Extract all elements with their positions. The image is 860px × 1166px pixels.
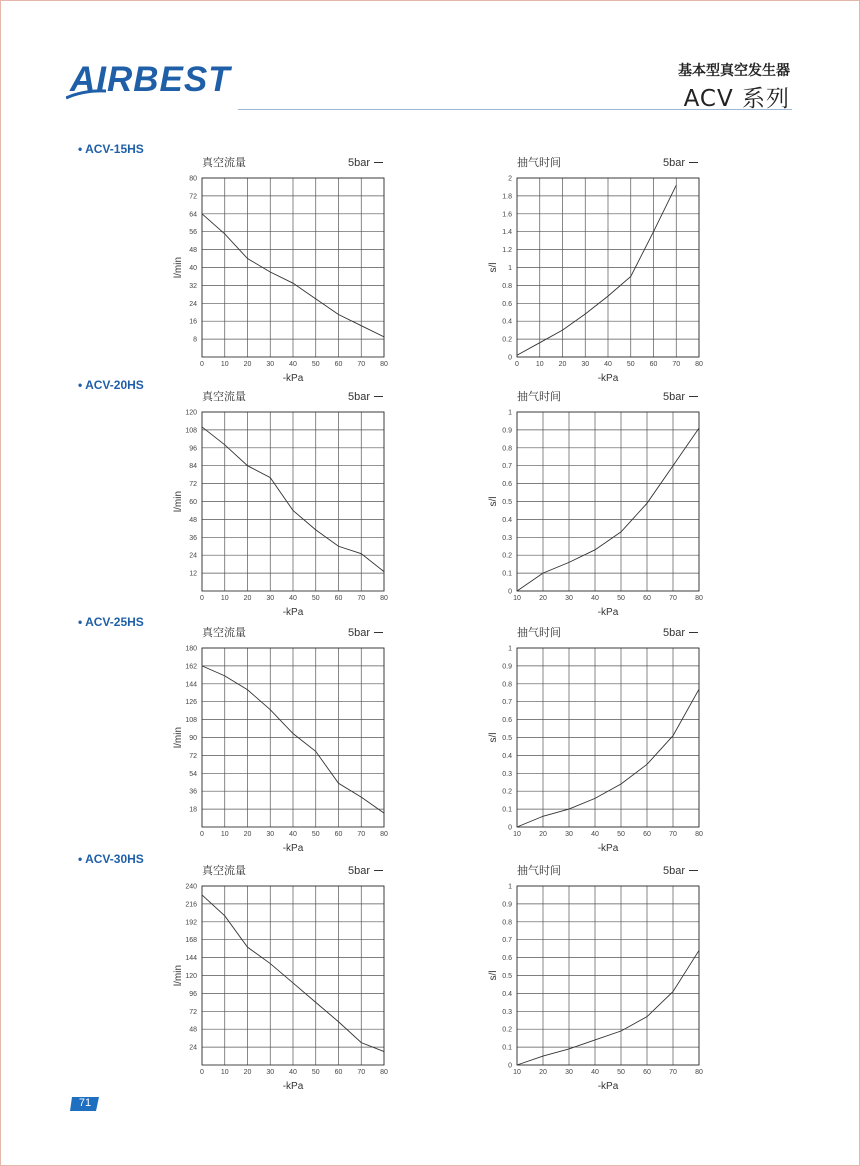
series-line-5bar (517, 428, 699, 591)
y-tick-label: 16 (189, 318, 197, 326)
chart-title: 抽气时间 (517, 626, 561, 639)
y-tick-label: 12 (189, 570, 197, 578)
y-tick-label: 0.8 (502, 445, 512, 453)
y-tick-label: 0 (508, 824, 512, 832)
x-tick-label: 50 (311, 831, 320, 838)
model-name: ACV-25HS (85, 615, 144, 629)
x-tick-label: 70 (669, 595, 677, 602)
x-tick-label: 30 (565, 1069, 573, 1076)
x-tick-label: 70 (357, 361, 366, 368)
y-tick-label: 0.7 (502, 937, 512, 945)
series-line-5bar (517, 185, 676, 355)
y-tick-label: 0.4 (502, 752, 512, 760)
y-tick-label: 96 (189, 445, 197, 453)
x-tick-label: 0 (200, 595, 204, 602)
chart-vacuum-flow-acv20 (170, 382, 400, 622)
y-tick-label: 126 (185, 699, 197, 707)
x-tick-label: 20 (539, 595, 547, 602)
y-tick-label: 1 (508, 409, 512, 417)
section-model-label: • ACV-20HS (78, 378, 144, 392)
y-tick-label: 72 (189, 481, 197, 489)
y-tick-label: 1 (508, 883, 512, 891)
x-tick-label: 30 (266, 361, 275, 368)
y-tick-label: 48 (189, 516, 197, 524)
x-tick-label: 20 (243, 831, 252, 838)
y-tick-label: 60 (189, 499, 197, 506)
x-tick-label: 50 (311, 595, 320, 602)
y-tick-label: 0.4 (502, 516, 512, 524)
x-axis-label: -kPa (597, 843, 619, 854)
x-tick-label: 20 (558, 361, 567, 368)
x-tick-label: 70 (357, 595, 366, 602)
header-title: ACV 系列 (683, 86, 790, 112)
header-divider (238, 109, 792, 110)
x-tick-label: 80 (695, 831, 703, 838)
legend-label: 5bar (663, 627, 686, 639)
x-tick-label: 20 (243, 595, 252, 602)
legend-label: 5bar (663, 157, 686, 169)
y-tick-label: 24 (189, 552, 197, 560)
y-tick-label: 24 (189, 1044, 197, 1052)
y-axis-label: s/l (488, 970, 499, 981)
y-tick-label: 216 (185, 901, 197, 909)
x-tick-label: 0 (200, 1069, 204, 1076)
y-tick-label: 0.1 (502, 570, 512, 578)
chart-evac-time-acv15 (485, 148, 715, 388)
y-tick-label: 1.6 (502, 211, 512, 219)
legend-label: 5bar (348, 157, 371, 169)
y-tick-label: 0.8 (502, 282, 512, 290)
chart-title: 抽气时间 (517, 390, 561, 403)
x-tick-label: 50 (617, 595, 625, 602)
model-name: ACV-30HS (85, 852, 144, 866)
y-tick-label: 40 (189, 265, 197, 272)
y-tick-label: 0.9 (502, 427, 512, 435)
series-line-5bar (517, 689, 699, 827)
x-tick-label: 40 (591, 595, 599, 602)
x-tick-label: 10 (535, 361, 544, 368)
x-tick-label: 50 (617, 831, 625, 838)
x-tick-label: 10 (220, 1069, 229, 1076)
x-tick-label: 80 (380, 1069, 388, 1076)
x-tick-label: 40 (289, 361, 297, 368)
chart-vacuum-flow-acv25 (170, 618, 400, 858)
x-tick-label: 60 (334, 361, 343, 368)
y-tick-label: 108 (185, 717, 197, 725)
y-tick-label: 0.3 (502, 1008, 512, 1016)
section-model-label: • ACV-30HS (78, 852, 144, 866)
y-tick-label: 162 (185, 663, 197, 671)
y-tick-label: 0.5 (502, 973, 512, 980)
y-tick-label: 0.6 (502, 717, 512, 725)
x-tick-label: 20 (539, 831, 547, 838)
x-tick-label: 70 (669, 831, 677, 838)
y-axis-label: s/l (488, 262, 499, 273)
legend-label: 5bar (663, 391, 686, 403)
x-tick-label: 20 (243, 361, 252, 368)
y-tick-label: 0.6 (502, 955, 512, 963)
y-tick-label: 56 (189, 229, 197, 237)
y-tick-label: 0.3 (502, 770, 512, 778)
y-axis-label: l/min (173, 726, 184, 749)
chart-evac-time-acv30 (485, 856, 715, 1096)
y-tick-label: 0.4 (502, 318, 512, 326)
x-tick-label: 30 (266, 831, 275, 838)
x-tick-label: 60 (649, 361, 658, 368)
y-tick-label: 120 (185, 409, 197, 417)
x-tick-label: 80 (380, 361, 388, 368)
series-line-5bar (517, 950, 699, 1065)
y-tick-label: 144 (185, 955, 197, 963)
chart-title: 真空流量 (202, 864, 246, 877)
y-tick-label: 0.2 (502, 552, 512, 560)
y-tick-label: 0.7 (502, 699, 512, 707)
y-tick-label: 8 (193, 336, 197, 344)
y-tick-label: 0.6 (502, 300, 512, 308)
chart-title: 真空流量 (202, 390, 246, 403)
y-tick-label: 64 (189, 211, 197, 219)
chart-evac-time-acv20 (485, 382, 715, 622)
page-number: 71 (78, 1097, 92, 1109)
brand-logo: AIRBEST (70, 60, 231, 99)
section-model-label: • ACV-25HS (78, 615, 144, 629)
y-tick-label: 1.4 (502, 229, 512, 237)
y-tick-label: 0.8 (502, 919, 512, 927)
y-tick-label: 0.8 (502, 681, 512, 689)
y-tick-label: 0.2 (502, 1026, 512, 1034)
x-tick-label: 60 (643, 1069, 651, 1076)
y-tick-label: 0.5 (502, 735, 512, 742)
x-tick-label: 80 (695, 1069, 703, 1076)
y-tick-label: 18 (189, 806, 197, 814)
x-tick-label: 80 (695, 361, 703, 368)
x-axis-label: -kPa (282, 607, 304, 618)
x-tick-label: 70 (669, 1069, 677, 1076)
x-tick-label: 30 (565, 831, 573, 838)
y-tick-label: 72 (189, 1008, 197, 1016)
y-tick-label: 0 (508, 1062, 512, 1070)
y-tick-label: 36 (189, 534, 197, 542)
x-tick-label: 40 (591, 831, 599, 838)
y-tick-label: 0.3 (502, 534, 512, 542)
x-axis-label: -kPa (597, 1081, 619, 1092)
y-tick-label: 48 (189, 247, 197, 255)
logo-swoosh-icon (66, 88, 106, 100)
y-axis-label: l/min (173, 256, 184, 279)
chart-vacuum-flow-acv15 (170, 148, 400, 388)
y-tick-label: 0.6 (502, 481, 512, 489)
x-tick-label: 30 (266, 595, 275, 602)
y-tick-label: 168 (185, 937, 197, 945)
y-axis-label: l/min (173, 490, 184, 513)
y-tick-label: 24 (189, 300, 197, 308)
legend-label: 5bar (348, 865, 371, 877)
y-axis-label: s/l (488, 732, 499, 743)
x-tick-label: 20 (243, 1069, 252, 1076)
header-subtitle: 基本型真空发生器 (678, 63, 790, 79)
x-tick-label: 0 (515, 361, 519, 368)
x-tick-label: 10 (513, 1069, 521, 1076)
y-tick-label: 54 (189, 770, 197, 778)
x-tick-label: 20 (539, 1069, 547, 1076)
x-tick-label: 50 (617, 1069, 625, 1076)
x-tick-label: 10 (220, 361, 229, 368)
x-tick-label: 40 (289, 831, 297, 838)
x-tick-label: 60 (643, 595, 651, 602)
y-tick-label: 1 (508, 265, 512, 272)
chart-title: 抽气时间 (517, 156, 561, 169)
x-axis-label: -kPa (597, 373, 619, 384)
y-tick-label: 1.8 (502, 193, 512, 201)
legend-label: 5bar (348, 627, 371, 639)
y-tick-label: 90 (189, 735, 197, 742)
y-tick-label: 1 (508, 645, 512, 653)
y-tick-label: 0.2 (502, 336, 512, 344)
y-tick-label: 0 (508, 588, 512, 596)
y-tick-label: 240 (185, 883, 197, 891)
chart-title: 抽气时间 (517, 864, 561, 877)
x-tick-label: 60 (334, 1069, 343, 1076)
y-tick-label: 0.7 (502, 463, 512, 471)
x-tick-label: 40 (591, 1069, 599, 1076)
y-tick-label: 48 (189, 1026, 197, 1034)
legend-label: 5bar (348, 391, 371, 403)
y-tick-label: 32 (189, 282, 197, 290)
y-tick-label: 0.2 (502, 788, 512, 796)
y-tick-label: 0.1 (502, 806, 512, 814)
x-tick-label: 80 (380, 595, 388, 602)
y-axis-label: s/l (488, 496, 499, 507)
y-tick-label: 180 (185, 645, 197, 653)
chart-evac-time-acv25 (485, 618, 715, 858)
x-tick-label: 10 (220, 595, 229, 602)
x-tick-label: 30 (581, 361, 590, 368)
y-tick-label: 80 (189, 175, 197, 183)
x-tick-label: 80 (695, 595, 703, 602)
y-tick-label: 72 (189, 752, 197, 760)
page-number-badge (70, 1096, 100, 1112)
model-name: ACV-15HS (85, 142, 144, 156)
x-tick-label: 40 (289, 595, 297, 602)
y-tick-label: 0 (508, 354, 512, 362)
x-axis-label: -kPa (282, 843, 304, 854)
x-axis-label: -kPa (282, 373, 304, 384)
x-tick-label: 30 (266, 1069, 275, 1076)
x-axis-label: -kPa (597, 607, 619, 618)
x-tick-label: 50 (311, 361, 320, 368)
x-tick-label: 10 (220, 831, 229, 838)
y-tick-label: 0.9 (502, 901, 512, 909)
y-tick-label: 36 (189, 788, 197, 796)
x-tick-label: 0 (200, 831, 204, 838)
x-tick-label: 50 (311, 1069, 320, 1076)
y-tick-label: 192 (185, 919, 197, 927)
x-tick-label: 70 (357, 831, 366, 838)
x-tick-label: 10 (513, 595, 521, 602)
x-tick-label: 70 (672, 361, 681, 368)
x-tick-label: 60 (643, 831, 651, 838)
x-tick-label: 50 (626, 361, 635, 368)
x-tick-label: 40 (289, 1069, 297, 1076)
y-tick-label: 0.4 (502, 990, 512, 998)
x-tick-label: 0 (200, 361, 204, 368)
x-tick-label: 40 (604, 361, 612, 368)
x-tick-label: 70 (357, 1069, 366, 1076)
x-tick-label: 80 (380, 831, 388, 838)
y-tick-label: 84 (189, 463, 197, 471)
section-model-label: • ACV-15HS (78, 142, 144, 156)
x-axis-label: -kPa (282, 1081, 304, 1092)
y-axis-label: l/min (173, 964, 184, 987)
y-tick-label: 0.9 (502, 663, 512, 671)
chart-title: 真空流量 (202, 156, 246, 169)
y-tick-label: 108 (185, 427, 197, 435)
x-tick-label: 30 (565, 595, 573, 602)
x-tick-label: 60 (334, 831, 343, 838)
y-tick-label: 72 (189, 193, 197, 201)
y-tick-label: 96 (189, 990, 197, 998)
chart-vacuum-flow-acv30 (170, 856, 400, 1096)
y-tick-label: 144 (185, 681, 197, 689)
chart-title: 真空流量 (202, 626, 246, 639)
x-tick-label: 10 (513, 831, 521, 838)
y-tick-label: 2 (508, 175, 512, 183)
x-tick-label: 60 (334, 595, 343, 602)
y-tick-label: 1.2 (502, 247, 512, 255)
y-tick-label: 0.5 (502, 499, 512, 506)
legend-label: 5bar (663, 865, 686, 877)
y-tick-label: 120 (185, 973, 197, 980)
model-name: ACV-20HS (85, 378, 144, 392)
y-tick-label: 0.1 (502, 1044, 512, 1052)
